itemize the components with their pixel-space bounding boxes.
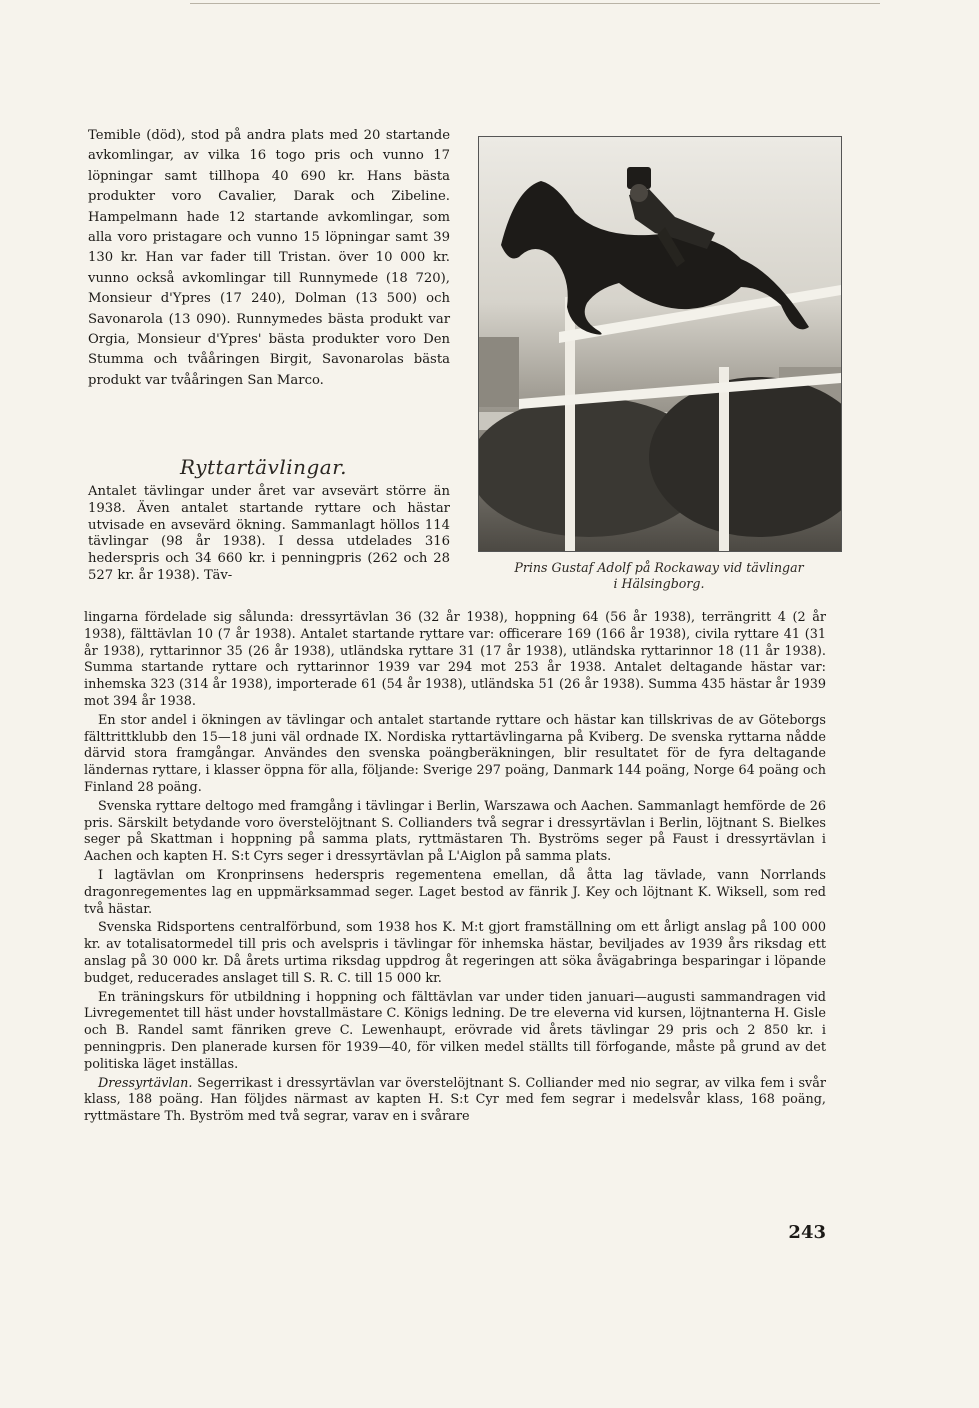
fence-post-right	[719, 367, 729, 551]
building-left	[479, 337, 519, 407]
dressage-text: Segerrikast i dressyrtävlan var överstelöjtnant S. Colliander med nio segrar, av vilka fem i svår klass, 188 poäng. Han följdes närmast av kapten H. S:t Cyr med fem segrar i medelsvår klass, 168 poäng, ryttmästare Th. Byström med två segrar, varav en i svårare	[84, 1075, 826, 1125]
photo-caption	[478, 560, 840, 592]
intro-column	[88, 126, 450, 391]
paragraph-bloodlines: Temible (död), stod på andra plats med 20 startande avkomlingar, av vilka 16 togo pris och vunno 17 löpningar samt tillhopa 40 690 kr. Hans bästa produkter voro Cavalier, Darak och Zibeline. Hampelmann hade 12 startande avkomlingar, som alla voro pristagare och vunno 15 löpningar samt 39 130 kr. Han var fader till Tristan. över 10 000 kr. vunno också avkomlingar till Runnymede (18 720), Monsieur d'Ypres (17 240), Dolman (13 500) och Savonarola (13 090). Runnymedes bästa produkt var Orgia, Monsieur d'Ypres' bästa produkter voro Den Stumma och tvååringen Birgit, Savonarolas bästa produkt var tvååringen San Marco.	[88, 128, 450, 388]
caption-line-2: i Hälsingborg.	[613, 576, 705, 591]
paragraph-statistics: lingarna fördelade sig sålunda: dressyrtävlan 36 (32 år 1938), hoppning 64 (56 år 1938), terrängritt 4 (2 år 1938), fälttävlan 10 (7 år 1938). Antalet startande ryttare var: officerare 169 (166 år 1938), civila ryttare 41 (31 år 1938), ryttarinnor 35 (26 år 1938), utländska ryttare 31 (17 år 1938), utländska ryttarinnor 18 (11 år 1938). Summa startande ryttare och ryttarinnor 1939 var 294 mot 253 år 1938. Antalet deltagande hästar var: inhemska 323 (314 år 1938), importerade 61 (54 år 1938), utländska 51 (26 år 1938). Summa 435 hästar år 1939 mot 394 år 1938.	[84, 610, 826, 709]
top-rule	[190, 3, 880, 4]
paragraph-team-competition: I lagtävlan om Kronprinsens hederspris regementena emellan, då åtta lag tävlade, vann Norrlands dragonregementes lag en uppmärksammad seger. Laget bestod av fänrik J. Key och löjtnant K. Wiksell, som red två hästar.	[84, 867, 826, 917]
section-intro: Antalet tävlingar under året var avsevärt större än 1938. Även antalet startande ryttare och hästar utvisade en avsevärd ökning. Sammanlagt höllos 114 tävlingar (98 år 1938). I dessa utdelades 316 hederspris och 34 660 kr. i penningpris (262 och 28 527 kr. år 1938). Täv-	[88, 484, 450, 583]
section-heading: Ryttartävlingar.	[180, 455, 347, 479]
paragraph-international: Svenska ryttare deltogo med framgång i tävlingar i Berlin, Warszawa och Aachen. Sammanlagt hemförde de 26 pris. Särskilt betydande voro överstelöjtnant S. Collianders två segrar i dressyrtävlan i Berlin, löjtnant S. Bielkes seger på Skattman i hoppning på samma plats, ryttmästaren Th. Byströms seger på Faust i dressyrtävlan i Aachen och kapten H. S:t Cyrs seger i dressyrtävlan på L'Aiglon på samma plats.	[84, 798, 826, 865]
full-width-text	[84, 610, 826, 1128]
paragraph-dressage	[84, 1076, 826, 1126]
rider-head	[630, 184, 648, 202]
dressage-lead: Dressyrtävlan.	[98, 1075, 193, 1091]
paragraph-training-course: En träningskurs för utbildning i hoppning och fälttävlan var under tiden januari—augusti sammandragen vid Livregementet till häst under hovstallmästare C. Königs ledning. De tre eleverna vid kursen, löjtnanterna H. Gisle och B. Randel samt fänriken greve C. Lewenhaupt, erövrade vid årets tävlingar 29 pris och 2 850 kr. i penningpris. Den planerade kursen för 1939—40, för vilken medel ställts till förfogande, måste på grund av det politiska läget inställas.	[84, 989, 826, 1072]
caption-line-1: Prins Gustaf Adolf på Rockaway vid tävlingar	[514, 560, 804, 575]
paragraph-nordic-competitions: En stor andel i ökningen av tävlingar och antalet startande ryttare och hästar kan tillskrivas de av Göteborgs fälttrittklubb den 15—18 juni väl ordnade IX. Nordiska ryttartävlingarna på Kviberg. De svenska ryttarna nådde därvid stora framgångar. Användes den svenska poängberäkningen, blir resultatet för de fyra deltagande ländernas ryttare, i klasser öppna för alla, följande: Sverige 297 poäng, Danmark 144 poäng, Norge 64 poäng och Finland 28 poäng.	[84, 712, 826, 795]
paragraph-funding: Svenska Ridsportens centralförbund, som 1938 hos K. M:t gjort framställning om ett årligt anslag på 100 000 kr. av totalisatormedel till pris och avelspris i tävlingar för inhemska hästar, beviljades av 1939 års riksdag ett anslag på 30 000 kr. Då årets urtima riksdag uppdrog åt regeringen att söka åvägabringa besparingar i löpande budget, reducerades anslaget till S. R. C. till 15 000 kr.	[84, 920, 826, 986]
page-number: 243	[788, 1222, 826, 1243]
horse-jump-photo	[478, 136, 842, 552]
horse-jump-illustration	[479, 137, 841, 551]
